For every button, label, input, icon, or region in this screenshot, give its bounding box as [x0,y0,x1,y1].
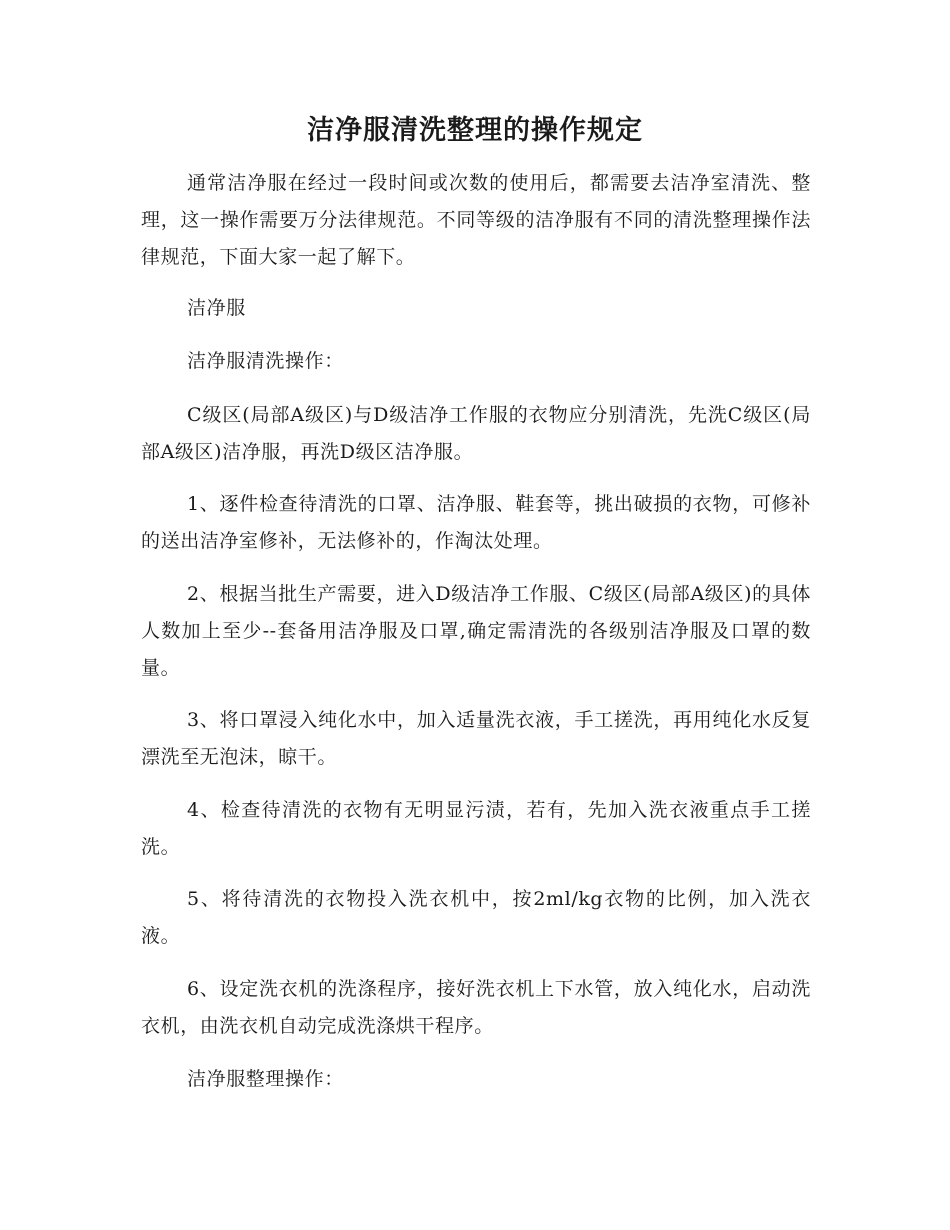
step-4-paragraph: 4、检查待清洗的衣物有无明显污渍，若有，先加入洗衣液重点手工搓洗。 [141,799,811,858]
intro-paragraph: 通常洁净服在经过一段时间或次数的使用后，都需要去洁净室清洗、整理，这一操作需要万分法律规范。不同等级的洁净服有不同的清洗整理操作法律规范，下面大家一起了解下。 [141,172,811,268]
step-3-paragraph: 3、将口罩浸入纯化水中，加入适量洗衣液，手工搓洗，再用纯化水反复漂洗至无泡沫，晾干。 [141,709,811,768]
page-title: 洁净服清洗整理的操作规定 [307,115,643,146]
step-6-paragraph: 6、设定洗衣机的洗涤程序，接好洗衣机上下水管，放入纯化水，启动洗衣机，由洗衣机自动完成洗涤烘干程序。 [141,978,811,1037]
step-2-paragraph: 2、根据当批生产需要，进入D级洁净工作服、C级区(局部A级区)的具体人数加上至少--套备用洁净服及口罩,确定需清洗的各级别洁净服及口罩的数量。 [141,583,811,679]
section-heading-washing: 洁净服清洗操作： [187,350,344,372]
step-5-paragraph: 5、将待清洗的衣物投入洗衣机中，按2ml/kg衣物的比例，加入洗衣液。 [141,888,811,947]
section-heading-clean-suit: 洁净服 [187,297,246,319]
step-1-paragraph: 1、逐件检查待清洗的口罩、洁净服、鞋套等，挑出破损的衣物，可修补的送出洁净室修补，无法修补的，作淘汰处理。 [141,493,811,552]
section-heading-arranging: 洁净服整理操作： [187,1068,344,1090]
paragraph-grade-separation: C级区(局部A级区)与D级洁净工作服的衣物应分别清洗，先洗C级区(局部A级区)洁净服，再洗D级区洁净服。 [141,404,811,463]
